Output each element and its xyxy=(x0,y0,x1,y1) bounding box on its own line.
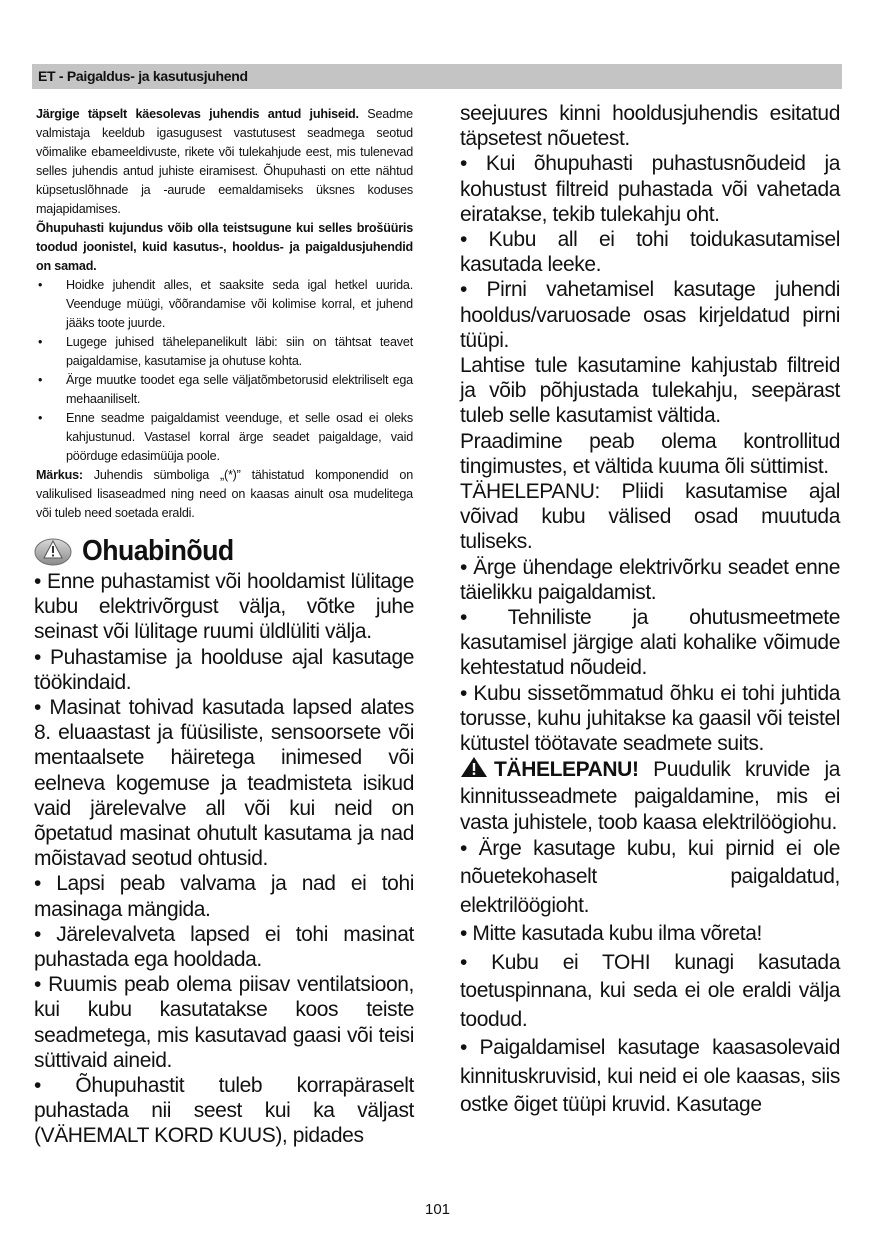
list-item: • Lugege juhised tähelepanelikult läbi: siin on tähtsat teavet paigaldamise, kasutamise ja ohutuse kohta. xyxy=(36,333,413,371)
warning-triangle-icon xyxy=(460,756,488,784)
paragraph: Lahtise tule kasutamine kahjustab filtreid ja võib põhjustada tulekahju, seepärast tuleb selle kasutamist vältida. xyxy=(460,354,840,428)
intro-paragraph xyxy=(36,105,413,219)
paragraph: • Paigaldamisel kasutage kaasasolevaid kinnituskruvisid, kui neid ei ole kaasas, siis ostke õiget tüüpi kruvid. Kasutage xyxy=(460,1036,840,1117)
paragraph: • Enne puhastamist või hooldamist lülitage kubu elektrivõrgust välja, võtke juhe seinast või lülitage ruumi üldlüliti välja. xyxy=(34,570,414,644)
right-column xyxy=(460,101,840,1120)
note-paragraph xyxy=(36,466,413,523)
paragraph: • Puhastamise ja hoolduse ajal kasutage töökindaid. xyxy=(34,645,414,694)
list-item: • Hoidke juhendit alles, et saaksite seda igal hetkel uurida. Veenduge müügi, võõrandamise või kolimise korral, et juhend jääks toote juurde. xyxy=(36,276,413,333)
paragraph: • Lapsi peab valvama ja nad ei tohi masinaga mängida. xyxy=(34,872,414,921)
paragraph: • Kubu sissetõmmatud õhku ei tohi juhtida torusse, kuhu juhitakse ka gaasil või teistel kütustel töötavate seadmete suits. xyxy=(460,681,840,756)
paragraph: • Kubu all ei tohi toidukasutamisel kasutada leeke. xyxy=(460,228,840,277)
warning-text: Puudulik kruvide ja kinnitusseadmete paigaldamine, mis ei vasta juhistele, toob kaasa elektrilöögiohu. xyxy=(460,758,840,834)
paragraph: • Kui õhupuhasti puhastusnõudeid ja kohustust filtreid puhastada või vahetada eiratakse, tekib tulekahju oht. xyxy=(460,152,840,226)
paragraph: • Ärge kasutage kubu, kui pirnid ei ole nõuetekohaselt paigaldatud, elektrilöögioht. xyxy=(460,836,840,917)
section-title: Ohuabinõud xyxy=(82,534,234,567)
intro-bullet-list xyxy=(36,276,413,466)
intro-text: Seadme valmistaja keeldub igasugusest vastutusest seadmega seotud võimalike ebameeldivuste, rikete või tulekahjude eest, mis tulenevad selles juhendis antud juhiste eiramisest. Õhupuhasti on ette nähtud küpsetuslõhnade ja -aurude eemaldamiseks üksnes koduses majapidamises. xyxy=(36,107,413,216)
intro-block xyxy=(36,105,413,523)
note-label: Märkus: xyxy=(36,468,83,482)
paragraph: • Kubu ei TOHI kunagi kasutada toetuspinnana, kui seda ei ole eraldi välja toodud. xyxy=(460,950,840,1031)
hood-warning-icon xyxy=(34,536,72,566)
paragraph: • Mitte kasutada kubu ilma võreta! xyxy=(460,922,762,946)
design-note: Õhupuhasti kujundus võib olla teistsugune kui selles brošüüris toodud joonistel, kuid kasutus-, hooldus- ja paigaldusjuhendid on samad. xyxy=(36,221,413,273)
intro-bold: Järgige täpselt käesolevas juhendis antud juhiseid. xyxy=(36,107,359,121)
paragraph: • Pirni vahetamisel kasutage juhendi hooldus/varuosade osas kirjeldatud pirni tüüpi. xyxy=(460,278,840,352)
paragraph: • Tehniliste ja ohutusmeetmete kasutamisel järgige alati kohalike võimude kehtestatud nõudeid. xyxy=(460,606,840,680)
section-header xyxy=(32,64,842,89)
paragraph: • Masinat tohivad kasutada lapsed alates 8. eluaastast ja füüsiliste, sensoorsete või mentaalsete häiretega inimesed või eelneva kogemuse ja teadmisteta isikud vaid järelevalve all või kui neid on õpetatud masinat ohutult kasutama ja nad mõistavad seotud ohtusid. xyxy=(34,696,414,871)
header-title: ET - Paigaldus- ja kasutusjuhend xyxy=(38,68,248,84)
warning-paragraph xyxy=(460,756,840,835)
warning-label: TÄHELEPANU! xyxy=(494,758,639,782)
list-item: • Enne seadme paigaldamist veenduge, et selle osad ei oleks kahjustunud. Vastasel korral ärge seadet paigaldage, vaid pöörduge edasimüüja poole. xyxy=(36,409,413,466)
left-column xyxy=(34,569,414,1149)
paragraph: seejuures kinni hooldusjuhendis esitatud täpsetest nõuetest. xyxy=(460,102,840,151)
note-text: Juhendis sümboliga „(*)” tähistatud komponendid on valikulised lisaseadmed ning need on kaasas ainult osa mudelitega või tuleb need soetada eraldi. xyxy=(36,468,413,520)
paragraph: • Ärge ühendage elektrivõrku seadet enne täielikku paigaldamist. xyxy=(460,555,840,604)
paragraph: TÄHELEPANU: Pliidi kasutamise ajal võivad kubu välised osad muutuda tuliseks. xyxy=(460,480,840,554)
section-heading xyxy=(34,531,247,571)
list-item: • Ärge muutke toodet ega selle väljatõmbetorusid elektriliselt ega mehaaniliselt. xyxy=(36,371,413,409)
paragraph: Praadimine peab olema kontrollitud tingimustes, et vältida kuuma õli süttimist. xyxy=(460,429,840,478)
paragraph: • Järelevalveta lapsed ei tohi masinat puhastada ega hooldada. xyxy=(34,922,414,972)
page-number: 101 xyxy=(424,1201,451,1218)
paragraph: • Õhupuhastit tuleb korrapäraselt puhastada nii seest kui ka väljast (VÄHEMALT KORD KUUS), pidades xyxy=(34,1074,414,1148)
paragraph: • Ruumis peab olema piisav ventilatsioon, kui kubu kasutatakse koos teiste seadmetega, mis kasutavad gaasi või teisi süttivaid aineid. xyxy=(34,973,414,1072)
